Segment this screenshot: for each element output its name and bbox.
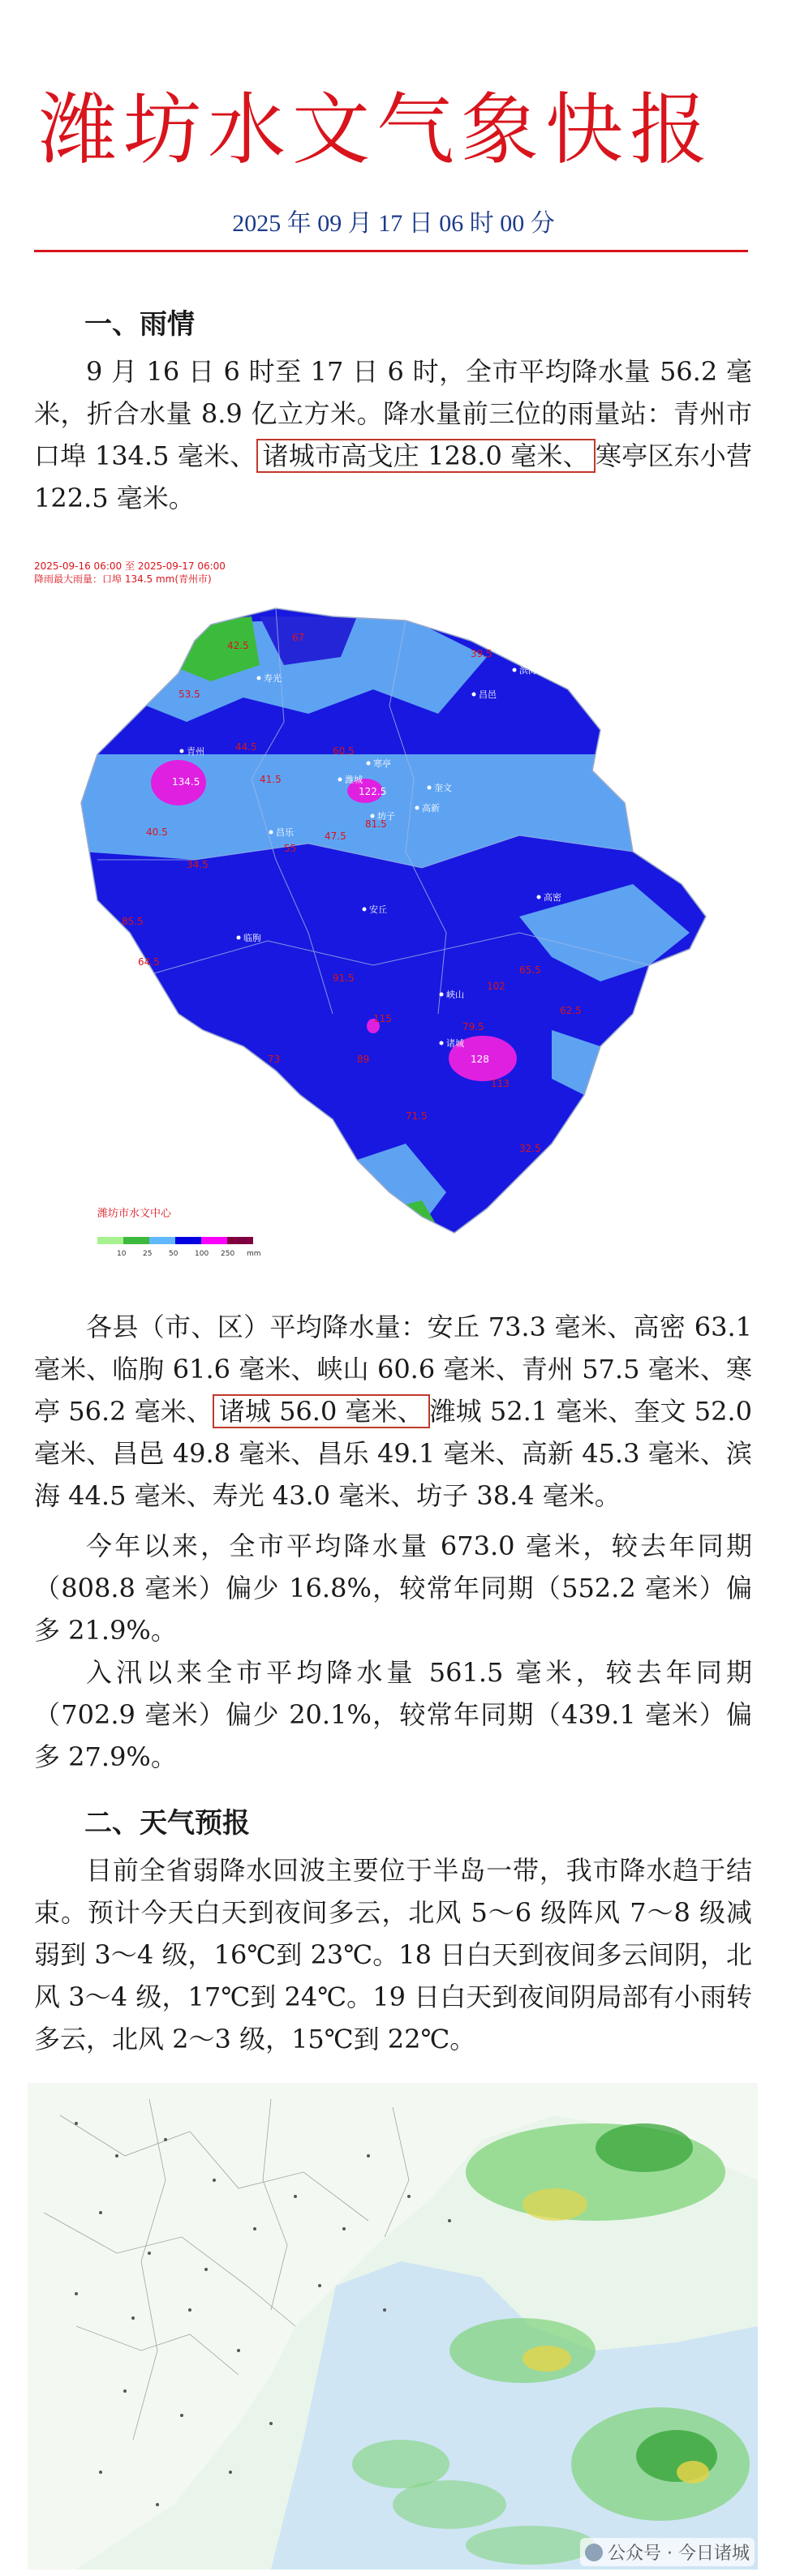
- place-dot: [440, 993, 444, 997]
- city-marker: [383, 2308, 386, 2312]
- station-value: 40.5: [146, 826, 168, 838]
- station-value: 134.5: [172, 776, 200, 788]
- station-value: 41.5: [260, 774, 282, 785]
- city-marker: [229, 2471, 232, 2474]
- map-org-label: 潍坊市水文中心: [97, 1208, 172, 1220]
- place-name: 寿光: [264, 673, 282, 684]
- station-value: 53.5: [178, 689, 200, 700]
- watermark-text: 公众号 · 今日诸城: [608, 2544, 750, 2564]
- city-marker: [75, 2122, 78, 2125]
- legend-swatch: [149, 1237, 175, 1244]
- forecast-paragraph: 目前全省弱降水回波主要位于半岛一带，我市降水趋于结束。预计今天白天到夜间多云，北风 5～6 级阵风 7～8 级减弱到 3～4 级，16℃到 23℃。18 日白天到夜间多云间阴，北风 3～4 级，17℃到 24℃。19 日白天到夜间阴局部有小雨转多云，北风 2～3 级，15℃到 22℃。: [34, 1855, 752, 2054]
- watermark: [580, 2538, 755, 2566]
- station-value: 102: [487, 981, 505, 992]
- legend-tick: 100: [195, 1250, 209, 1258]
- station-value: 67: [292, 632, 305, 643]
- station-value: 115: [373, 1013, 392, 1024]
- highlight-zhucheng-station: 诸城市高戈庄 128.0 毫米、: [256, 439, 596, 473]
- city-marker: [123, 2389, 127, 2393]
- rain-summary-text-a: 9 月 16 日 6 时至 17 日 6 时，全市平均降水量 56.2 毫米，折合水量 8.9 亿立方米。降水量前三位的雨量站：青州市口埠 134.5 毫米、: [34, 356, 752, 471]
- city-marker: [188, 2308, 191, 2312]
- station-value: 64.5: [138, 956, 160, 968]
- station-value: 113: [491, 1078, 510, 1089]
- station-value: 122.5: [359, 786, 387, 797]
- city-marker: [156, 2503, 159, 2506]
- city-marker: [367, 2154, 370, 2157]
- place-name: 峡山: [446, 990, 464, 1000]
- place-dot: [338, 778, 342, 782]
- rain-legend: [97, 1237, 261, 1258]
- station-value: 55: [284, 843, 297, 854]
- rain-summary-text-c: 寒亭区东小营 122.5 毫米。: [34, 440, 752, 513]
- city-marker: [75, 2292, 78, 2295]
- place-name: 高新: [422, 803, 440, 814]
- city-marker: [204, 2268, 208, 2271]
- radar-map: [28, 2083, 758, 2570]
- city-marker: [318, 2284, 321, 2287]
- station-value: 71.5: [406, 1110, 428, 1122]
- city-marker: [342, 2227, 346, 2230]
- station-value: 62.5: [560, 1005, 582, 1016]
- city-marker: [269, 2422, 273, 2425]
- rainfall-map-areas: [65, 592, 730, 1290]
- rainfall-map: [65, 592, 730, 1290]
- place-name: 青州: [187, 746, 204, 757]
- city-marker: [148, 2252, 151, 2255]
- place-dot: [367, 762, 371, 766]
- rain-map-caption-period: 2025-09-16 06:00 至 2025-09-17 06:00: [34, 560, 226, 572]
- station-value: 79.5: [462, 1021, 484, 1033]
- city-marker: [237, 2349, 240, 2352]
- legend-tick: 250: [221, 1250, 235, 1258]
- station-value: 91.5: [333, 972, 355, 984]
- place-name: 滨海: [519, 665, 537, 676]
- legend-swatch: [201, 1237, 227, 1244]
- station-value: 47.5: [325, 831, 346, 842]
- place-dot: [440, 1041, 444, 1045]
- place-dot: [180, 749, 184, 753]
- place-name: 昌乐: [276, 827, 294, 838]
- place-name: 临朐: [243, 933, 261, 943]
- legend-swatch: [123, 1237, 149, 1244]
- station-value: 44.5: [235, 741, 257, 753]
- highlight-zhucheng-county: 诸城 56.0 毫米、: [213, 1394, 430, 1428]
- section-heading-rain: 一、雨情: [84, 308, 195, 341]
- city-marker: [115, 2154, 118, 2157]
- place-dot: [371, 814, 375, 818]
- place-name: 诸城: [446, 1038, 464, 1049]
- place-name: 高密: [544, 892, 561, 903]
- year-rainfall-paragraph: 今年以来，全市平均降水量 673.0 毫米，较去年同期（808.8 毫米）偏少 16.8%，较常年同期（552.2 毫米）偏多 21.9%。: [34, 1531, 752, 1646]
- flood-season-rainfall-paragraph: 入汛以来全市平均降水量 561.5 毫米，较去年同期（702.9 毫米）偏少 20.1%，较常年同期（439.1 毫米）偏多 27.9%。: [34, 1657, 752, 1772]
- city-marker: [213, 2179, 216, 2182]
- station-value: 89: [357, 1054, 370, 1065]
- issue-date: 2025 年 09 月 17 日 06 时 00 分: [232, 210, 555, 237]
- county-rainfall-text-a: 各县（市、区）平均降水量：安丘 73.3 毫米、高密 63.1 毫米、临朐 61.6 毫米、峡山 60.6 毫米、青州 57.5 毫米、寒亭 56.2 毫米、: [34, 1312, 752, 1427]
- place-dot: [269, 831, 273, 835]
- legend-swatch: [227, 1237, 253, 1244]
- place-name: 坊子: [377, 811, 395, 822]
- place-dot: [472, 693, 476, 697]
- rain-map-caption: [34, 560, 226, 586]
- wechat-account-icon: [585, 2544, 603, 2561]
- legend-tick: 25: [143, 1250, 153, 1258]
- city-marker: [294, 2195, 297, 2198]
- station-value: 81.5: [365, 818, 387, 830]
- place-dot: [237, 936, 241, 940]
- page-title: 潍坊水文气象快报: [39, 84, 714, 175]
- place-dot: [363, 908, 367, 912]
- station-value: 73: [268, 1054, 281, 1065]
- station-value: 39.5: [471, 648, 492, 659]
- place-dot: [537, 895, 541, 899]
- station-value: 85.5: [122, 916, 144, 927]
- legend-tick: mm: [247, 1250, 261, 1258]
- place-dot: [513, 668, 517, 672]
- place-dot: [257, 676, 261, 680]
- station-value: 60.5: [333, 745, 355, 757]
- station-value: 65.5: [519, 964, 541, 976]
- city-marker: [99, 2471, 102, 2474]
- station-value: 34.5: [187, 859, 209, 870]
- city-marker: [164, 2138, 167, 2141]
- place-name: 昌邑: [479, 689, 497, 700]
- legend-tick: 50: [169, 1250, 178, 1258]
- county-rainfall-text-c: 潍城 52.1 毫米、奎文 52.0 毫米、昌邑 49.8 毫米、昌乐 49.1 毫米、高新 45.3 毫米、滨海 44.5 毫米、寿光 43.0 毫米、坊子 38.4 毫米。: [34, 1396, 752, 1511]
- legend-swatch: [175, 1237, 201, 1244]
- city-marker: [180, 2414, 183, 2417]
- place-name: 奎文: [434, 783, 452, 793]
- city-marker: [131, 2316, 135, 2320]
- rain-summary-paragraph: [34, 350, 752, 519]
- place-name: 潍城: [345, 775, 363, 785]
- city-marker: [99, 2211, 102, 2214]
- station-value: 128: [471, 1054, 489, 1065]
- legend-swatch: [97, 1237, 123, 1244]
- city-marker: [448, 2219, 451, 2222]
- section-heading-forecast: 二、天气预报: [84, 1807, 250, 1840]
- title-divider: [34, 250, 748, 252]
- legend-tick: 10: [117, 1250, 127, 1258]
- place-dot: [428, 786, 432, 790]
- station-value: 32.5: [519, 1143, 541, 1154]
- county-rainfall-paragraph: [34, 1306, 752, 1517]
- place-dot: [415, 806, 419, 810]
- rain-map-caption-max: 降雨最大雨量：口埠 134.5 mm(青州市): [34, 573, 212, 585]
- station-value: 42.5: [227, 640, 249, 651]
- place-name: 寒亭: [373, 758, 391, 769]
- city-marker: [407, 2195, 411, 2198]
- city-marker: [253, 2227, 256, 2230]
- place-name: 安丘: [369, 904, 387, 915]
